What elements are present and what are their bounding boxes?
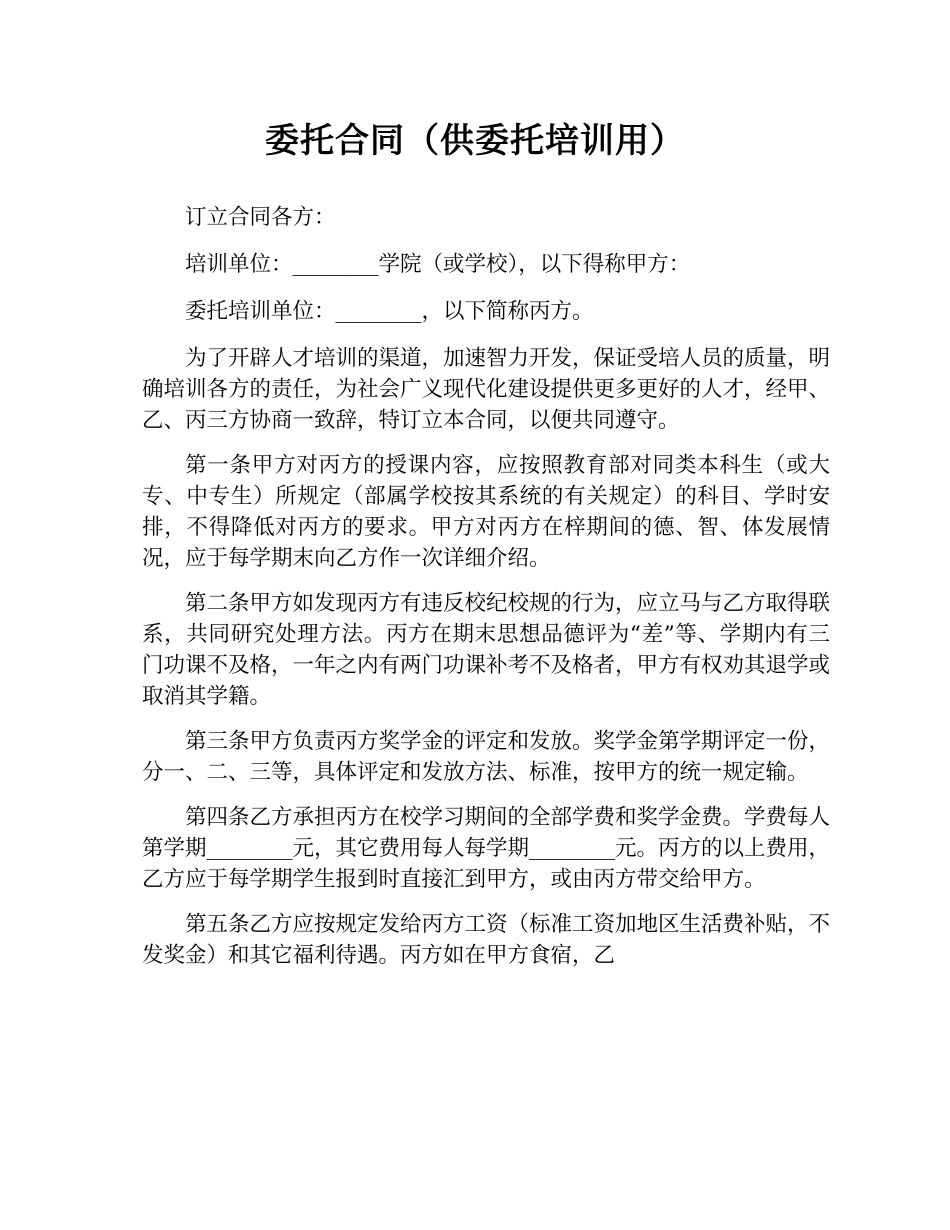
paragraph-training-unit: 培训单位：________学院（或学校），以下得称甲方： <box>185 252 691 277</box>
paragraph-article-2: 第二条甲方如发现丙方有违反校纪校规的行为，应立马与乙方取得联系，共同研究处理方法。丙方在期末思想品德评为“差”等、学期内有三门功课不及格，一年之内有两门功课补考不及格者，甲方有权劝其退学或取消其学籍。 <box>142 591 831 709</box>
paragraph-article-1: 第一条甲方对丙方的授课内容，应按照教育部对同类本科生（或大专、中专生）所规定（部属学校按其系统的有关规定）的科目、学时安排，不得降低对丙方的要求。甲方对丙方在梓期间的德、智、体发展情况，应于每学期末向乙方作一次详细介绍。 <box>142 453 830 571</box>
document-body <box>142 202 830 985</box>
paragraph-parties: 订立合同各方： <box>185 205 336 230</box>
paragraph-article-3: 第三条甲方负责丙方奖学金的评定和发放。奖学金第学期评定一份，分一、二、三等，具体评定和发放方法、标准，按甲方的统一规定输。 <box>142 729 831 785</box>
paragraph-preamble: 为了开辟人才培训的渠道，加速智力开发，保证受培人员的质量，明确培训各方的责任，为社会广义现代化建设提供更多更好的人才，经甲、乙、丙三方协商一致辞，特订立本合同，以便共同遵守。 <box>142 346 831 433</box>
document-title: 委托合同（供委托培训用） <box>265 121 685 161</box>
paragraph-article-5: 第五条乙方应按规定发给丙方工资（标准工资加地区生活费补贴，不发奖金）和其它福利待遇。丙方如在甲方食宿，乙 <box>142 912 831 968</box>
paragraph-article-4: 第四条乙方承担丙方在校学习期间的全部学费和奖学金费。学费每人第学期________元，其它费用每人每学期________元。丙方的以上费用，乙方应于每学期学生报到时直接汇到甲方，或由丙方带交给甲方。 <box>142 805 831 892</box>
paragraph-entrusting-unit: 委托培训单位：________，以下简称丙方。 <box>185 299 594 324</box>
